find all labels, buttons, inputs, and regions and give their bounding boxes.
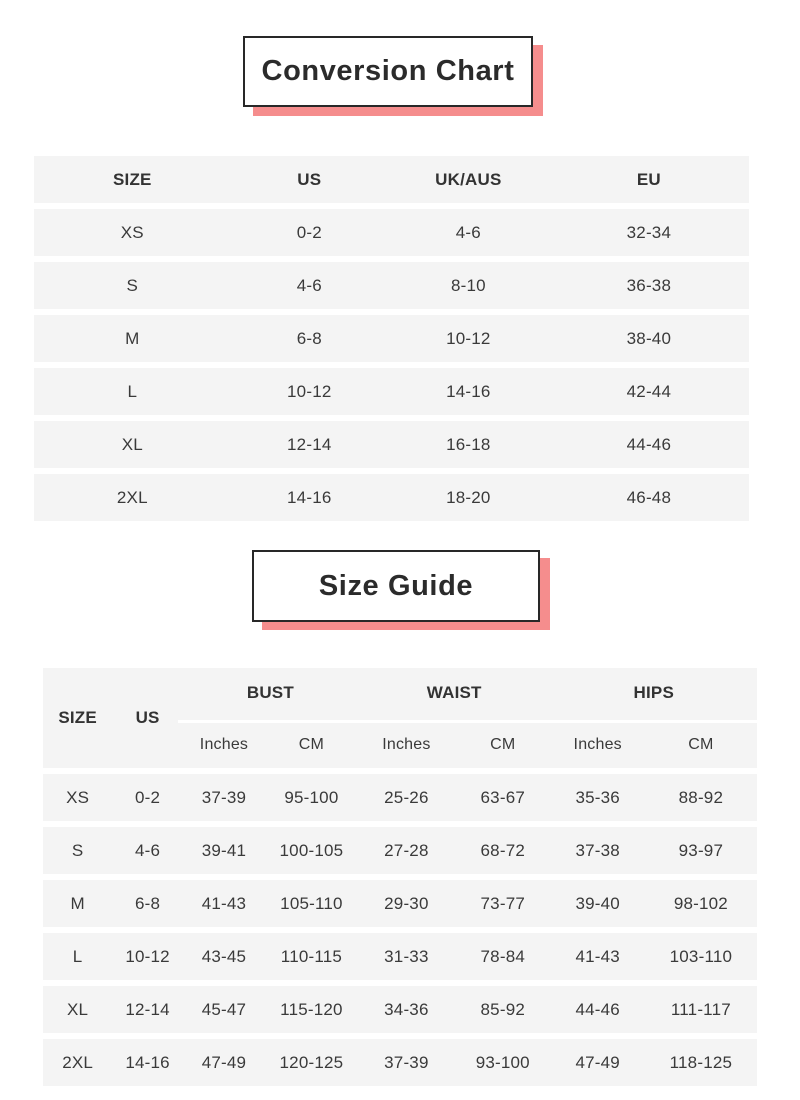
conversion-table bbox=[34, 156, 749, 527]
table-cell: L bbox=[72, 946, 83, 966]
subheader-cell: Inches bbox=[573, 736, 622, 753]
table-cell: 44-46 bbox=[626, 434, 672, 454]
table-cell: 115-120 bbox=[280, 999, 343, 1019]
table-cell: 73-77 bbox=[480, 893, 526, 913]
table-cell: 4-6 bbox=[455, 222, 481, 242]
table-cell: XS bbox=[120, 222, 144, 242]
table-cell: 14-16 bbox=[287, 487, 332, 507]
table-cell: 12-14 bbox=[125, 999, 170, 1019]
size-guide-table bbox=[43, 668, 757, 1092]
table-cell: 8-10 bbox=[450, 275, 486, 295]
table-row bbox=[43, 827, 757, 874]
table-cell: 29-30 bbox=[384, 893, 429, 913]
table-cell: 34-36 bbox=[384, 999, 429, 1019]
table-cell: 2XL bbox=[62, 1052, 94, 1072]
table-cell: 45-47 bbox=[201, 999, 247, 1019]
subheader-cell: Inches bbox=[199, 736, 249, 753]
table-row bbox=[43, 1039, 757, 1086]
table-cell: XL bbox=[67, 999, 89, 1019]
subheader-cell: CM bbox=[688, 736, 714, 753]
table-cell: 93-97 bbox=[678, 840, 724, 860]
table-cell: XS bbox=[66, 787, 90, 807]
table-cell: 98-102 bbox=[673, 893, 728, 913]
size-guide-group-row bbox=[43, 668, 757, 718]
size-guide-subheader-row bbox=[43, 723, 757, 767]
table-cell: 100-105 bbox=[279, 840, 344, 860]
table-cell: 103-110 bbox=[669, 946, 733, 966]
table-cell: 118-125 bbox=[669, 1052, 733, 1072]
table-cell: 10-12 bbox=[287, 381, 332, 401]
table-cell: 47-49 bbox=[201, 1052, 247, 1072]
table-row bbox=[43, 986, 757, 1033]
table-cell: 111-117 bbox=[670, 999, 731, 1019]
header-cell: UK/AUS bbox=[435, 169, 502, 189]
table-row bbox=[34, 315, 749, 362]
conversion-chart-title-block bbox=[243, 36, 543, 117]
group-header-cell: BUST bbox=[246, 683, 294, 702]
table-cell: 38-40 bbox=[626, 328, 672, 348]
header-cell: SIZE bbox=[58, 708, 97, 727]
subheader-cell: Inches bbox=[382, 736, 431, 753]
size-guide-title bbox=[252, 550, 540, 622]
header-cell: EU bbox=[636, 169, 661, 189]
table-cell: 120-125 bbox=[279, 1052, 344, 1072]
conversion-chart-title-text: Conversion Chart bbox=[261, 55, 515, 87]
header-cell: SIZE bbox=[113, 169, 152, 189]
table-cell: 63-67 bbox=[480, 787, 526, 807]
table-cell: 42-44 bbox=[626, 381, 672, 401]
table-cell: 47-49 bbox=[575, 1052, 620, 1072]
table-cell: 35-36 bbox=[575, 787, 620, 807]
table-cell: 12-14 bbox=[287, 434, 332, 454]
table-cell: 2XL bbox=[116, 487, 148, 507]
table-cell: L bbox=[127, 381, 138, 401]
table-cell: 41-43 bbox=[201, 893, 247, 913]
size-guide-title-text: Size Guide bbox=[318, 569, 474, 602]
table-cell: S bbox=[71, 840, 84, 860]
table-cell: 39-41 bbox=[201, 840, 247, 860]
table-cell: 37-38 bbox=[575, 840, 620, 860]
table-cell: 88-92 bbox=[678, 787, 724, 807]
table-cell: 46-48 bbox=[626, 487, 672, 507]
conversion-chart-title bbox=[243, 36, 533, 107]
conversion-header-row bbox=[34, 156, 749, 203]
table-cell: 14-16 bbox=[125, 1052, 170, 1072]
table-cell: 4-6 bbox=[135, 840, 161, 860]
table-cell: 6-8 bbox=[296, 328, 322, 348]
table-row bbox=[43, 774, 757, 821]
table-cell: 36-38 bbox=[626, 275, 672, 295]
table-cell: 10-12 bbox=[125, 946, 170, 966]
table-cell: 14-16 bbox=[446, 381, 491, 401]
table-cell: 18-20 bbox=[446, 487, 491, 507]
group-header-cell: HIPS bbox=[633, 683, 675, 702]
header-cell: US bbox=[297, 169, 322, 189]
table-cell: XL bbox=[121, 434, 143, 454]
subheader-cell: CM bbox=[490, 736, 516, 753]
table-cell: 39-40 bbox=[575, 893, 620, 913]
table-cell: 85-92 bbox=[480, 999, 526, 1019]
table-cell: 37-39 bbox=[201, 787, 247, 807]
table-cell: 44-46 bbox=[575, 999, 620, 1019]
table-cell: 6-8 bbox=[135, 893, 161, 913]
size-guide-title-block bbox=[252, 550, 550, 631]
table-cell: 31-33 bbox=[384, 946, 429, 966]
table-cell: 37-39 bbox=[384, 1052, 429, 1072]
table-cell: 4-6 bbox=[296, 275, 322, 295]
size-guide-header bbox=[43, 668, 757, 768]
header-cell: US bbox=[135, 708, 160, 727]
table-row bbox=[34, 368, 749, 415]
table-cell: 93-100 bbox=[475, 1052, 530, 1072]
table-cell: 0-2 bbox=[296, 222, 322, 242]
table-cell: 25-26 bbox=[384, 787, 429, 807]
table-cell: S bbox=[126, 275, 139, 295]
table-row bbox=[34, 209, 749, 256]
table-row bbox=[34, 421, 749, 468]
group-header-cell: WAIST bbox=[426, 683, 482, 702]
table-cell: 78-84 bbox=[480, 946, 526, 966]
table-cell: 10-12 bbox=[446, 328, 491, 348]
table-cell: 41-43 bbox=[575, 946, 620, 966]
table-cell: 43-45 bbox=[201, 946, 247, 966]
table-cell: 0-2 bbox=[135, 787, 161, 807]
table-cell: 95-100 bbox=[284, 787, 339, 807]
table-row bbox=[34, 262, 749, 309]
table-row bbox=[43, 933, 757, 980]
table-cell: 32-34 bbox=[626, 222, 672, 242]
table-row bbox=[43, 880, 757, 927]
table-cell: 27-28 bbox=[384, 840, 429, 860]
table-cell: 68-72 bbox=[480, 840, 526, 860]
table-cell: 105-110 bbox=[280, 893, 343, 913]
table-cell: M bbox=[125, 328, 140, 348]
subheader-cell: CM bbox=[298, 736, 325, 753]
table-row bbox=[34, 474, 749, 521]
size-guide-rows bbox=[43, 774, 757, 1086]
table-cell: M bbox=[70, 893, 85, 913]
table-cell: 110-115 bbox=[280, 946, 343, 966]
table-cell: 16-18 bbox=[446, 434, 491, 454]
